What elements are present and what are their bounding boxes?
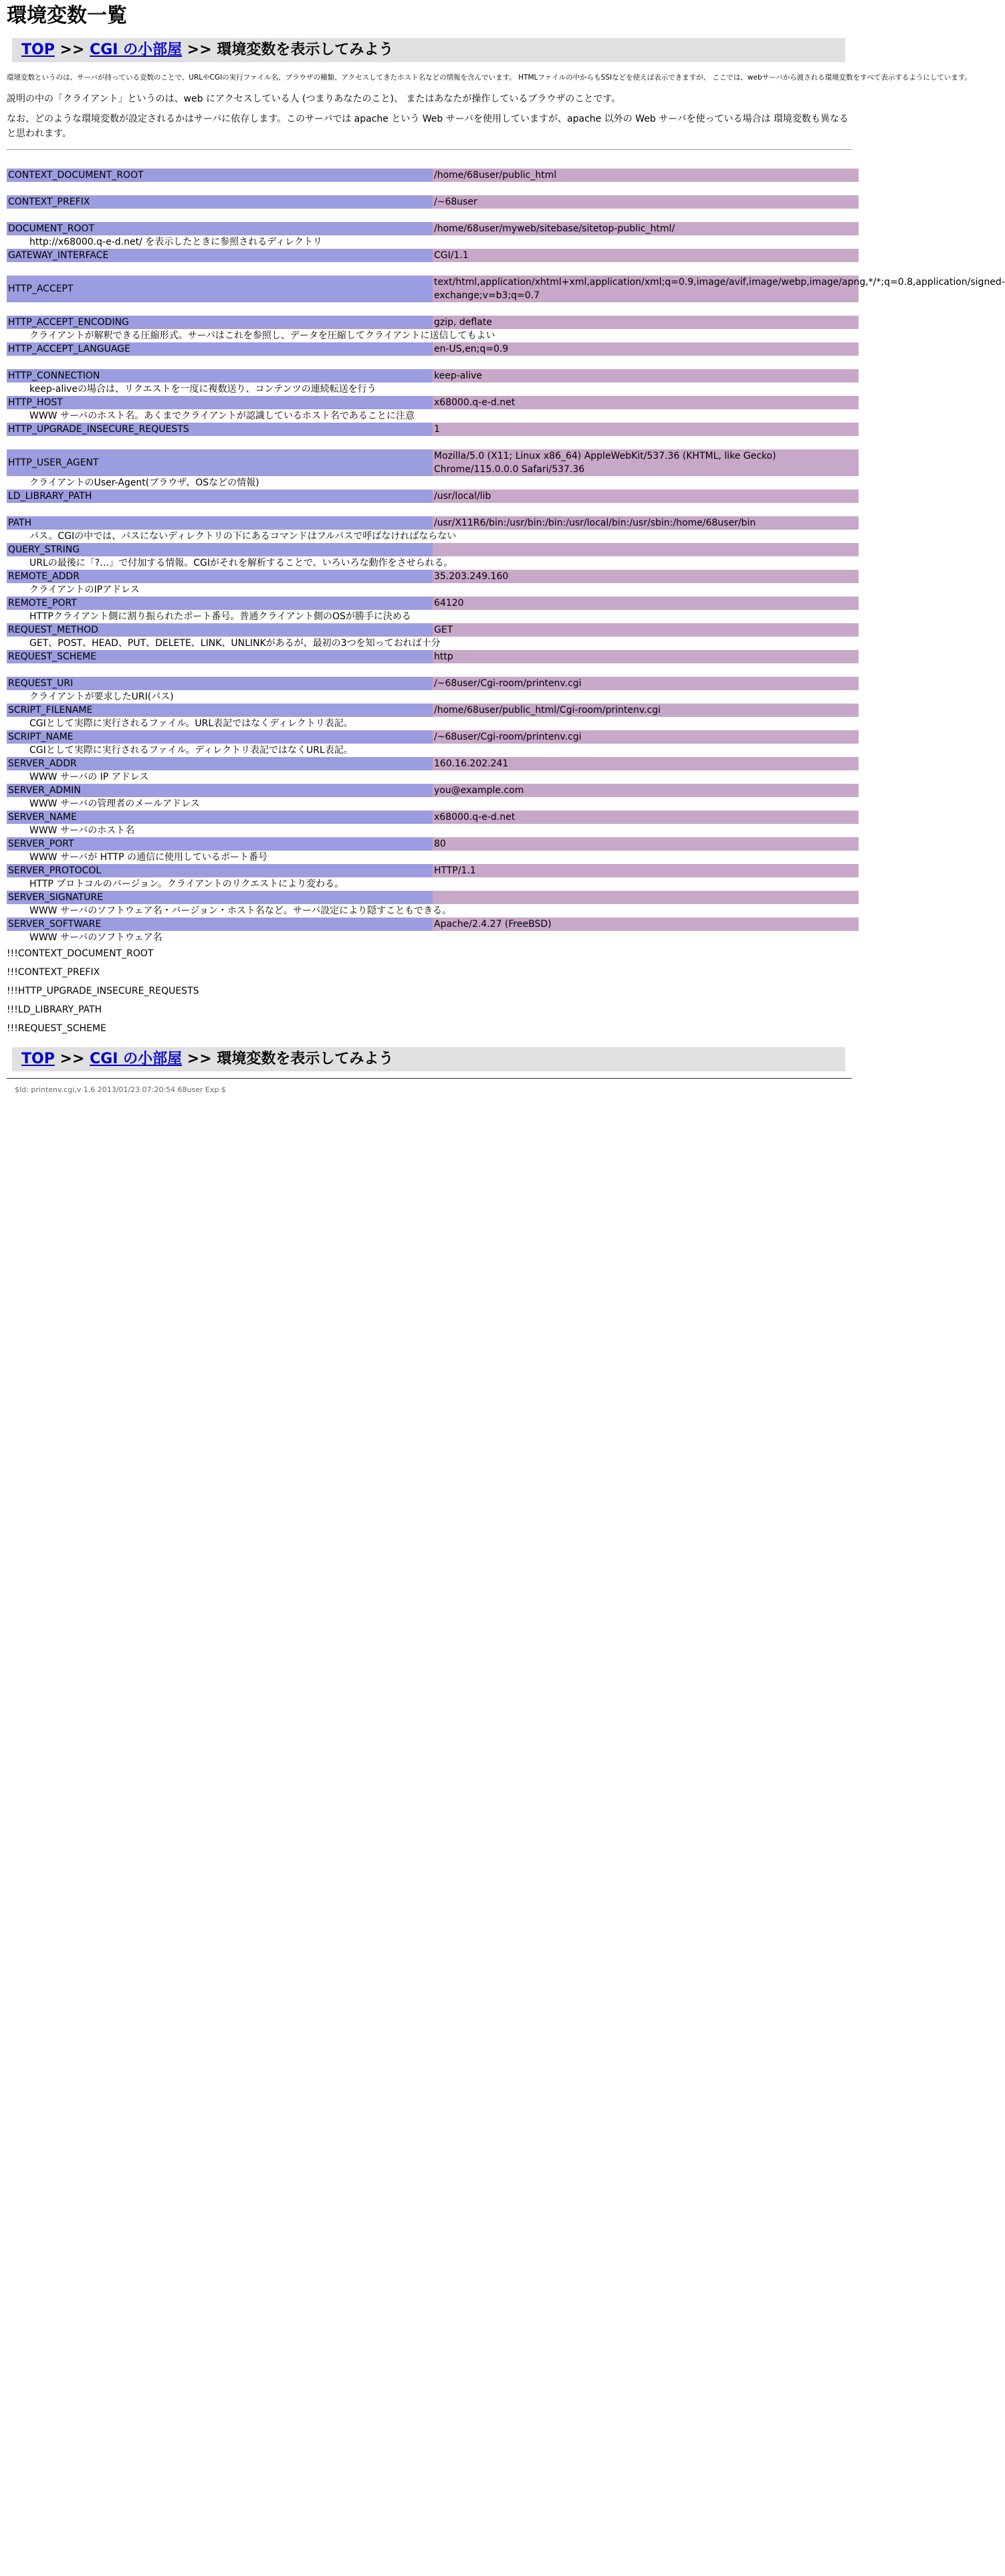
env-key: SERVER_PROTOCOL xyxy=(7,864,433,877)
env-description: WWW サーバのホスト名。あくまでクライアントが認識しているホスト名であることに注意 xyxy=(7,409,859,423)
env-value: /home/68user/public_html xyxy=(433,169,859,182)
env-value: /home/68user/public_html/Cgi-room/printenv.cgi xyxy=(433,704,859,717)
env-row xyxy=(7,918,859,931)
breadcrumb-separator: >> xyxy=(60,1051,85,1067)
env-key: SERVER_SOFTWARE xyxy=(7,918,433,931)
env-row xyxy=(7,677,859,690)
env-row xyxy=(7,837,859,851)
env-row xyxy=(7,396,859,409)
env-description-row xyxy=(7,851,859,864)
env-key: REMOTE_ADDR xyxy=(7,570,433,583)
env-description: クライアントのUser-Agent(ブラウザ、OSなどの情報) xyxy=(7,476,859,490)
env-description-row xyxy=(7,235,859,249)
env-key: DOCUMENT_ROOT xyxy=(7,222,433,235)
env-row xyxy=(7,757,859,770)
env-row xyxy=(7,891,859,904)
env-row xyxy=(7,704,859,717)
env-key: PATH xyxy=(7,516,433,530)
spacer-row xyxy=(7,302,859,316)
env-key: REQUEST_METHOD xyxy=(7,623,433,637)
env-value: x68000.q-e-d.net xyxy=(433,396,859,409)
breadcrumb-separator: >> xyxy=(60,41,85,58)
env-value: Mozilla/5.0 (X11; Linux x86_64) AppleWebKit/537.36 (KHTML, like Gecko) Chrome/115.0.0.0 Safari/537.36 xyxy=(433,449,859,476)
env-key: HTTP_HOST xyxy=(7,396,433,409)
env-description: パス。CGIの中では、パスにないディレクトリの下にあるコマンドはフルパスで呼ばなければならない xyxy=(7,530,859,543)
breadcrumb-separator: >> xyxy=(187,41,212,58)
env-description-row xyxy=(7,717,859,730)
env-description-row xyxy=(7,744,859,757)
env-key: HTTP_ACCEPT_LANGUAGE xyxy=(7,342,433,356)
env-description-row xyxy=(7,877,859,891)
missing-variable: !!!LD_LIBRARY_PATH xyxy=(7,1004,102,1015)
env-key: HTTP_ACCEPT xyxy=(7,276,433,302)
missing-variable: !!!CONTEXT_DOCUMENT_ROOT xyxy=(7,948,154,959)
env-row xyxy=(7,276,859,302)
env-description: WWW サーバのホスト名 xyxy=(7,824,859,837)
env-value: GET xyxy=(433,623,859,637)
env-row xyxy=(7,222,859,235)
env-description-row xyxy=(7,409,859,423)
env-description-row xyxy=(7,770,859,784)
spacer-row xyxy=(7,155,859,169)
env-row xyxy=(7,570,859,583)
env-value: /~68user xyxy=(433,195,859,209)
env-key: LD_LIBRARY_PATH xyxy=(7,490,433,503)
env-key: HTTP_ACCEPT_ENCODING xyxy=(7,316,433,329)
env-row xyxy=(7,249,859,262)
env-description-row xyxy=(7,583,859,597)
env-value: /home/68user/myweb/sitebase/sitetop-public_html/ xyxy=(433,222,859,235)
env-description: URLの最後に「?…」で付加する情報。CGIがそれを解析することで、いろいろな動作をさせられる。 xyxy=(7,556,859,570)
env-description-row xyxy=(7,904,859,918)
env-key: REQUEST_URI xyxy=(7,677,433,690)
env-value: /usr/local/lib xyxy=(433,490,859,503)
env-value: /usr/X11R6/bin:/usr/bin:/bin:/usr/local/bin:/usr/sbin:/home/68user/bin xyxy=(433,516,859,530)
env-value: en-US,en;q=0.9 xyxy=(433,342,859,356)
env-description-row xyxy=(7,797,859,811)
env-value: Apache/2.4.27 (FreeBSD) xyxy=(433,918,859,931)
env-key: SERVER_ADMIN xyxy=(7,784,433,797)
page-container xyxy=(0,0,1005,1094)
cgi-room-link[interactable]: CGI の小部屋 xyxy=(90,1051,183,1067)
env-row xyxy=(7,543,859,556)
env-row xyxy=(7,650,859,663)
missing-variable: !!!HTTP_UPGRADE_INSECURE_REQUESTS xyxy=(7,986,199,996)
env-key: CONTEXT_PREFIX xyxy=(7,195,433,209)
env-key: SCRIPT_FILENAME xyxy=(7,704,433,717)
env-key: SCRIPT_NAME xyxy=(7,730,433,744)
env-row xyxy=(7,490,859,503)
env-key: HTTP_USER_AGENT xyxy=(7,449,433,476)
env-value: /~68user/Cgi-room/printenv.cgi xyxy=(433,677,859,690)
missing-variable: !!!CONTEXT_PREFIX xyxy=(7,967,100,978)
env-row xyxy=(7,169,859,182)
env-key: CONTEXT_DOCUMENT_ROOT xyxy=(7,169,433,182)
env-key: SERVER_PORT xyxy=(7,837,433,851)
top-link[interactable]: TOP xyxy=(21,41,55,58)
env-description: HTTPクライアント側に割り振られたポート番号。普通クライアント側のOSが勝手に決める xyxy=(7,610,859,623)
env-value: 160.16.202.241 xyxy=(433,757,859,770)
env-key: HTTP_UPGRADE_INSECURE_REQUESTS xyxy=(7,423,433,436)
env-value: CGI/1.1 xyxy=(433,249,859,262)
env-value: http xyxy=(433,650,859,663)
env-table xyxy=(7,155,1005,944)
env-key: REQUEST_SCHEME xyxy=(7,650,433,663)
env-key: HTTP_CONNECTION xyxy=(7,369,433,383)
env-value: 1 xyxy=(433,423,859,436)
env-row xyxy=(7,784,859,797)
footer-id: $Id: printenv.cgi,v 1.6 2013/01/23 07:20:54 68user Exp $ xyxy=(7,1078,852,1094)
env-description: WWW サーバのソフトウェア名 xyxy=(7,931,859,944)
breadcrumb-current: 環境変数を表示してみよう xyxy=(217,41,394,58)
env-row xyxy=(7,864,859,877)
env-key: QUERY_STRING xyxy=(7,543,433,556)
env-description-row xyxy=(7,610,859,623)
intro-small-text: 環境変数というのは、サーバが持っている変数のことで、URLやCGIの実行ファイル名、ブラウザの種類、アクセスしてきたホスト名などの情報を含んでいます。 HTMLファイルの中からもSSIなどを使えば表示できますが、 ここでは、webサーバから渡される環境変数をすべて表示するようにしています。 xyxy=(7,74,972,82)
intro-paragraph-server: なお、どのような環境変数が設定されるかはサーバに依存します。このサーバでは apache という Web サーバを使用していますが、apache 以外の Web サーバを使っている場合は 環境変数も異なると思われます。 xyxy=(7,114,849,139)
env-value: you@example.com xyxy=(433,784,859,797)
env-value: /~68user/Cgi-room/printenv.cgi xyxy=(433,730,859,744)
env-description: GET、POST、HEAD、PUT、DELETE、LINK、UNLINKがあるが、最初の3つを知っておれば十分 xyxy=(7,637,859,650)
env-value: 64120 xyxy=(433,597,859,610)
env-description: CGIとして実際に実行されるファイル。ディレクトリ表記ではなくURL表記。 xyxy=(7,744,859,757)
breadcrumb-top xyxy=(12,38,845,62)
env-value: 35.203.249.160 xyxy=(433,570,859,583)
divider xyxy=(7,149,852,150)
env-value: gzip, deflate xyxy=(433,316,859,329)
page-title: 環境変数一覧 xyxy=(7,4,127,27)
env-row xyxy=(7,369,859,383)
breadcrumb-current: 環境変数を表示してみよう xyxy=(217,1051,394,1067)
env-description-row xyxy=(7,530,859,543)
env-value xyxy=(433,891,859,904)
env-description: WWW サーバの IP アドレス xyxy=(7,770,859,784)
env-description-row xyxy=(7,931,859,944)
env-value xyxy=(433,543,859,556)
env-description: WWW サーバのソフトウェア名・バージョン・ホスト名など。サーバ設定により隠すこともできる。 xyxy=(7,904,859,918)
spacer-row xyxy=(7,262,859,276)
missing-variable: !!!REQUEST_SCHEME xyxy=(7,1023,106,1034)
env-description: HTTP プロトコルのバージョン。クライアントのリクエストにより変わる。 xyxy=(7,877,859,891)
env-row xyxy=(7,449,859,476)
spacer-row xyxy=(7,182,859,195)
env-description: クライアントが要求したURI(パス) xyxy=(7,690,859,704)
env-row xyxy=(7,730,859,744)
env-key: SERVER_SIGNATURE xyxy=(7,891,433,904)
spacer-row xyxy=(7,209,859,222)
env-row xyxy=(7,516,859,530)
env-value: 80 xyxy=(433,837,859,851)
env-description-row xyxy=(7,556,859,570)
env-description: CGIとして実際に実行されるファイル。URL表記ではなくディレクトリ表記。 xyxy=(7,717,859,730)
env-description-row xyxy=(7,824,859,837)
env-key: GATEWAY_INTERFACE xyxy=(7,249,433,262)
spacer-row xyxy=(7,436,859,449)
env-row xyxy=(7,316,859,329)
env-description: WWW サーバの管理者のメールアドレス xyxy=(7,797,859,811)
spacer-row xyxy=(7,663,859,677)
env-description-row xyxy=(7,690,859,704)
env-description-row xyxy=(7,383,859,396)
missing-variables-list xyxy=(7,944,852,1038)
env-description-row xyxy=(7,637,859,650)
env-row xyxy=(7,623,859,637)
env-key: REMOTE_PORT xyxy=(7,597,433,610)
env-description: http://x68000.q-e-d.net/ を表示したときに参照されるディレクトリ xyxy=(7,235,859,249)
breadcrumb-bottom xyxy=(12,1047,845,1071)
env-value: keep-alive xyxy=(433,369,859,383)
env-row xyxy=(7,811,859,824)
env-description-row xyxy=(7,476,859,490)
env-value: text/html,application/xhtml+xml,application/xml;q=0.9,image/avif,image/webp,image/apng,*/*;q=0.8,application/signed-exchange;v=b3;q=0.7 xyxy=(434,277,1005,301)
env-description: WWW サーバが HTTP の通信に使用しているポート番号 xyxy=(7,851,859,864)
env-description: クライアントのIPアドレス xyxy=(7,583,859,597)
breadcrumb-separator: >> xyxy=(187,1051,212,1067)
top-link[interactable]: TOP xyxy=(21,1051,55,1067)
env-description: keep-aliveの場合は、リクエストを一度に複数送り、コンテンツの連続転送を行う xyxy=(7,383,859,396)
env-description: クライアントが解釈できる圧縮形式。サーバはこれを参照し、データを圧縮してクライアントに送信してもよい xyxy=(7,329,859,342)
intro-paragraph-client: 説明の中の「クライアント」というのは、web にアクセスしている人 (つまりあなたのこと)、 またはあなたが操作しているブラウザのことです。 xyxy=(7,94,621,104)
env-description-row xyxy=(7,329,859,342)
env-value: x68000.q-e-d.net xyxy=(433,811,859,824)
env-row xyxy=(7,423,859,436)
env-row xyxy=(7,342,859,356)
spacer-row xyxy=(7,503,859,516)
cgi-room-link[interactable]: CGI の小部屋 xyxy=(90,41,183,58)
env-row xyxy=(7,195,859,209)
env-value: HTTP/1.1 xyxy=(433,864,859,877)
env-key: SERVER_NAME xyxy=(7,811,433,824)
spacer-row xyxy=(7,356,859,369)
env-row xyxy=(7,597,859,610)
env-key: SERVER_ADDR xyxy=(7,757,433,770)
